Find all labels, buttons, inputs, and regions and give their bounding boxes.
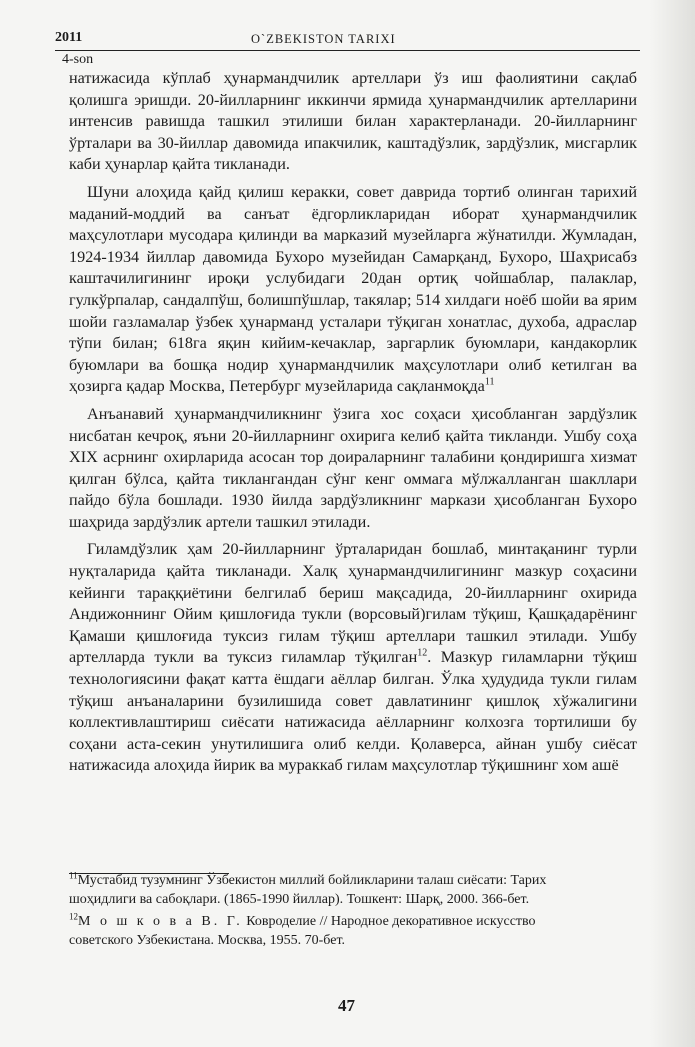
paragraph-4 <box>69 539 637 777</box>
footnote-11-text: Мустабид тузумнинг Ўзбекистон миллий бойликларини талаш сиёсати: Тарих шоҳидлиги ва сабоқлари. (1865-1990 йиллар). Тошкент: Шарқ, 2000. 366-бет. <box>69 873 547 907</box>
footnote-ref-12: 12 <box>417 648 428 660</box>
header-divider <box>55 50 640 51</box>
paragraph-4-text-after: . Мазкур гиламларни тўқиш технологиясини фақат катта ёшдаги аёллар билган. Ўлка ҳудудида тукли гилам тўқиш анъаналарини бузилишида совет давлатининг қишлоқ хўжалигини коллективлаштириш сиёсати натижасида аёлларнинг колхозга тортилиши бу соҳани аста-секин унутилишига олиб келди. Қолаверса, айнан ушбу сиёсат натижасида алоҳида йирик ва мураккаб гилам маҳсулотлар тўқишнинг хом ашё <box>69 648 637 775</box>
footnote-12-author: М о ш к о в а В. Г. <box>78 914 243 929</box>
issue-number: 4-son <box>62 52 94 67</box>
footnote-12 <box>69 913 569 950</box>
footnote-marker-11: 11 <box>69 870 78 881</box>
paragraph-3-text: Анъанавий ҳунармандчиликнинг ўзига хос соҳаси ҳисобланган зардўзлик нисбатан кечроқ, яъни 20-йилларнинг охирига келиб қайта тикланди. Ушбу соҳа XIX асрнинг охирларида асосан тор доираларнинг талабини қондиришга хизмат қилган бўлса, қайта тиклангандан сўнг кенг оммага мўлжалланган шакллари пайдо бўла бошлади. 1930 йилда зардўзликнинг маркази ҳисобланган Бухоро шаҳрида зардўзлик артели ташкил этилади. <box>69 404 637 531</box>
paragraph-2-text: Шуни алоҳида қайд қилиш керакки, совет даврида тортиб олинган тарихий маданий-моддий ва санъат ёдгорликларидан иборат ҳунармандчилик маҳсулотлари мусодара қилинди ва марказий музейларга жўнатилди. Жумладан, 1924-1934 йиллар давомида Бухоро музейидан Самарқанд, Бухоро, Шаҳрисабз каштачилигининг ироқи услубидаги 20дан ортиқ чойшаблар, палаклар, гулкўрпалар, сандалпўш, болишпўшлар, такялар; 514 хилдаги ноёб шойи ва ярим шойи газламалар ўзбек ҳунарманд усталари тўқиган хонатлас, духоба, адраслар тўпи билан; 618га яқин кийим-кечаклар, заргарлик буюмлари, кандакорлик буюмлари ва бошқа нодир ҳунармандчилик маҳсулотлари олиб кетилган ва ҳозирга қадар Москва, Петербург музейларида сақланмоқда <box>69 182 637 396</box>
paragraph-4-text-before: Гиламдўзлик ҳам 20-йилларнинг ўрталаридан бошлаб, минтақанинг турли нуқталарида қайта тикланади. Халқ ҳунармандчилигининг мазкур соҳасини кейинги тараққиётини белгилаб бериш мақсадида, 20-йилларнинг охирида Андижоннинг Ойим қишлоғида тукли (ворсовый)гилам тўқиш, Қашқадарёнинг Қамаши қишлоғида туксиз гилам тўқиш артеллари ташкил этилади. Ушбу артелларда тукли ва туксиз гиламлар тўқилган <box>69 540 637 667</box>
footnotes <box>69 872 569 954</box>
footnote-marker-12: 12 <box>69 911 78 922</box>
paragraph-2 <box>69 182 637 398</box>
body-text <box>69 68 637 783</box>
footnote-12-text: Ковроделие // Народное декоративное искусство советского Узбекистана. Москва, 1955. 70-бет. <box>69 914 536 948</box>
running-header <box>55 30 640 52</box>
paragraph-1-text: натижасида кўплаб ҳунармандчилик артеллари ўз иш фаолиятини сақлаб қолишга эришди. 20-йилларнинг иккинчи ярмида ҳунармандчилик артелларини интенсив равишда ташкил этилиши билан характерланади. 20-йилларнинг ўрталари ва 30-йиллар давомида ипакчилик, каштадўзлик, зардўзлик, мисгарлик каби ҳунарлар қайта тикланади. <box>69 69 637 174</box>
paragraph-3 <box>69 404 637 534</box>
journal-title: O`ZBEKISTON TARIXI <box>251 32 396 46</box>
footnote-ref-11: 11 <box>484 376 495 388</box>
header-year: 2011 <box>55 30 83 45</box>
paragraph-1 <box>69 68 637 176</box>
scan-edge-shadow <box>650 0 695 1047</box>
page-number: 47 <box>338 996 355 1015</box>
footnote-11 <box>69 872 569 909</box>
